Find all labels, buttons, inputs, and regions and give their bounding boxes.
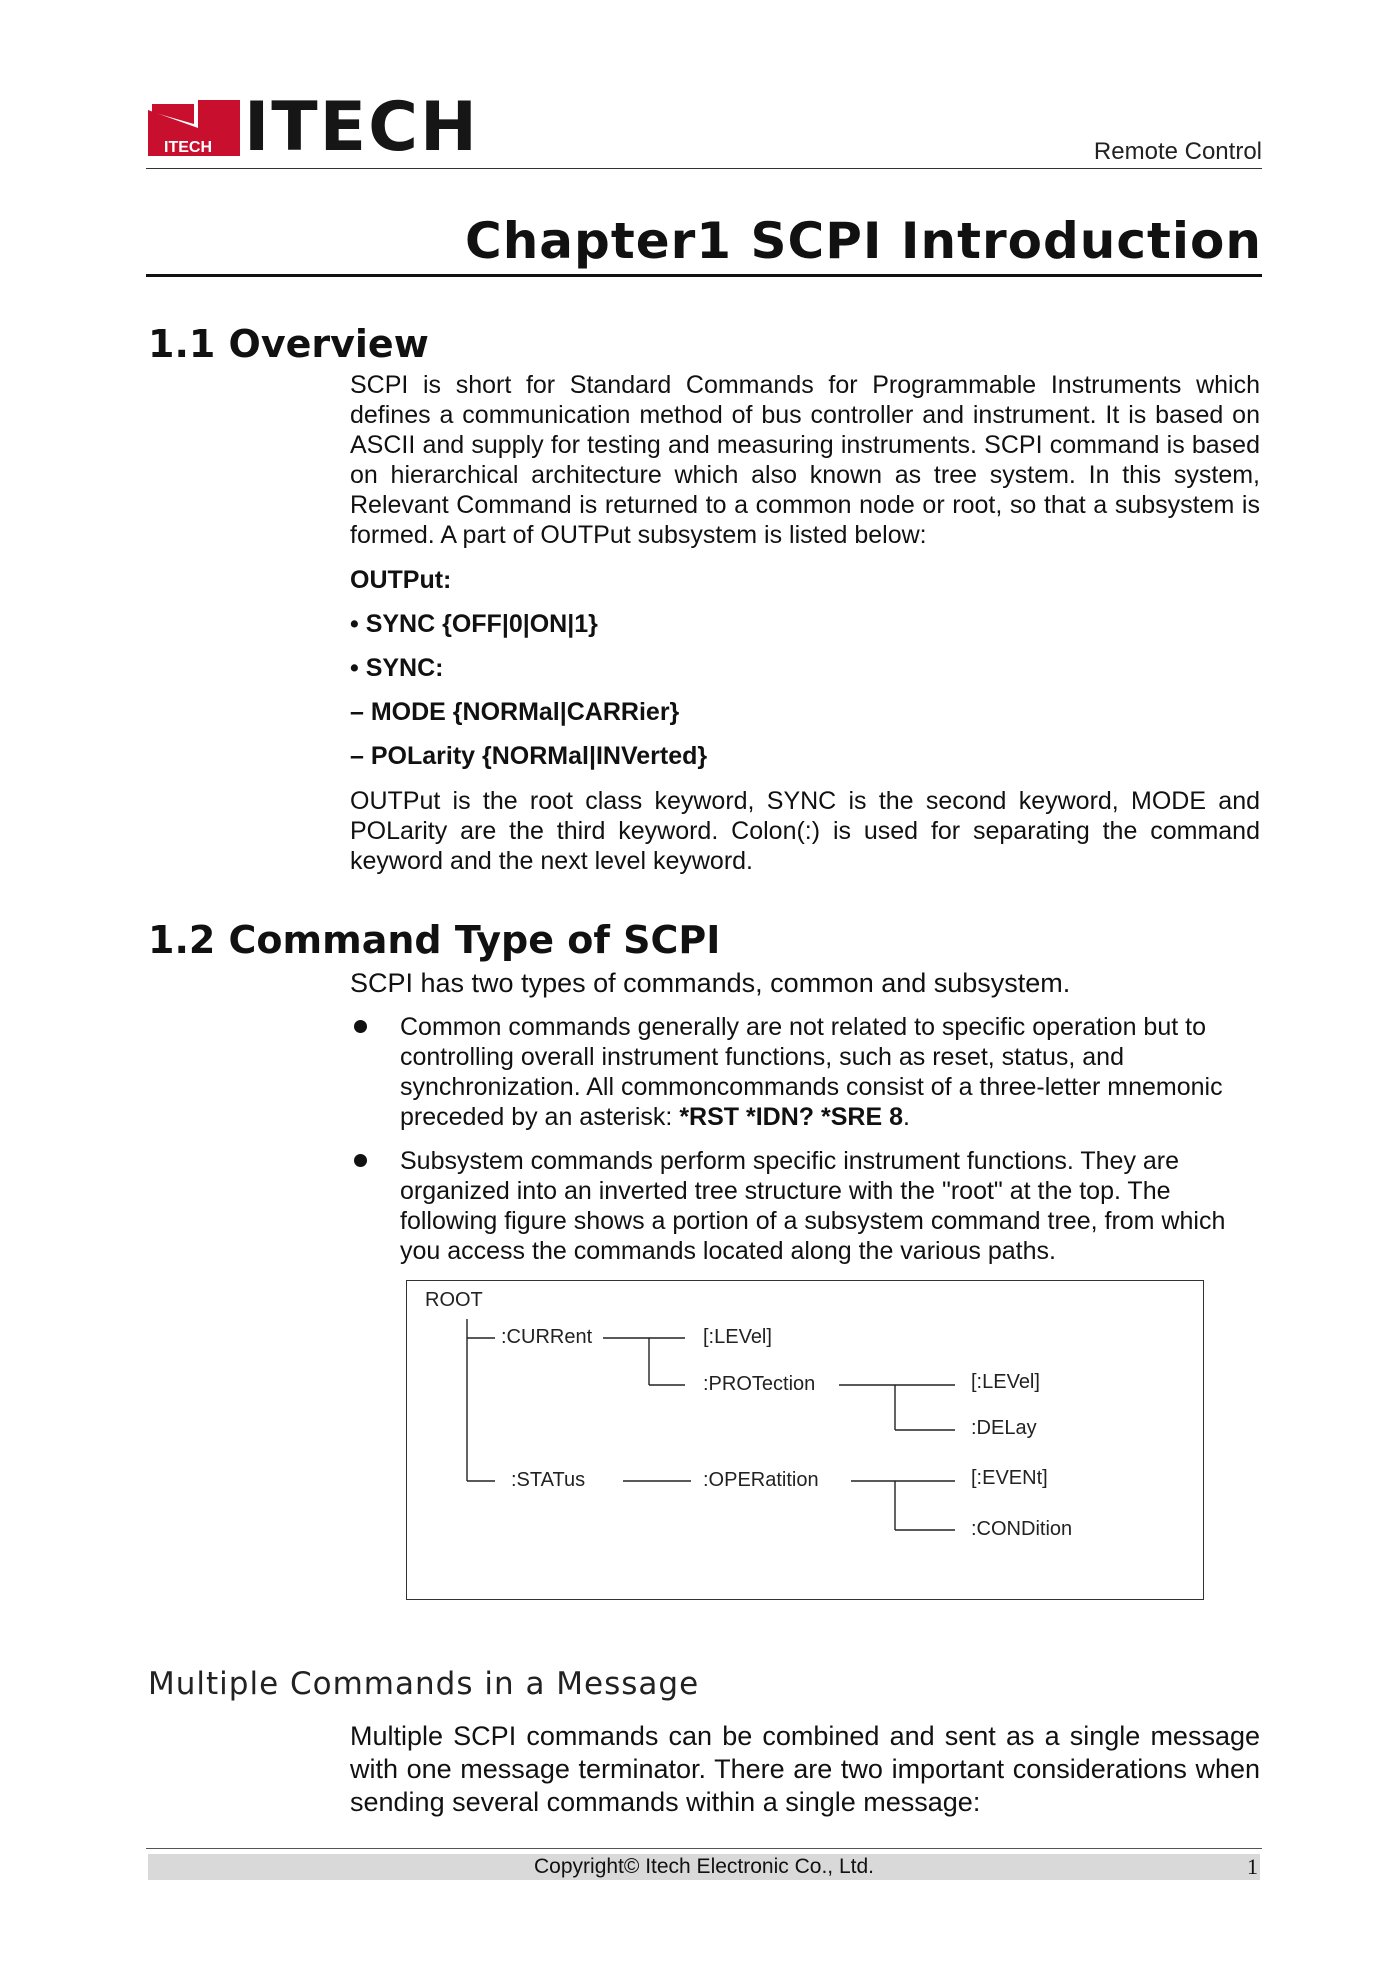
page-number: 1 — [1247, 1854, 1258, 1879]
bullet-subsystem-commands — [350, 1146, 1260, 1266]
overview-paragraph-2: OUTPut is the root class keyword, SYNC is the second keyword, MODE and POLarity are the third keyword. Colon(:) is used for separating the command keyword and the next level keyword. — [350, 787, 1260, 875]
tree-node-condition: :CONDition — [971, 1518, 1073, 1540]
command-line: – POLarity {NORMal|INVerted} — [350, 742, 708, 770]
tree-node-operation: :OPERatition — [703, 1469, 819, 1491]
header-section-title: Remote Control — [1093, 138, 1262, 165]
tree-node-delay: :DELay — [971, 1417, 1037, 1439]
bullet-subsystem-text: Subsystem commands perform specific instrument functions. They are organized into an inverted tree structure with the "root" at the top. The following figure shows a portion of a subsystem command tree, from which you access the commands located along the various paths. — [400, 1147, 1226, 1265]
bullet-common-commands — [350, 1012, 1260, 1132]
tree-node-protection: :PROTection — [703, 1373, 816, 1395]
command-line: • SYNC: — [350, 654, 444, 682]
multiple-commands-heading: Multiple Commands in a Message — [148, 1666, 700, 1702]
command-type-intro: SCPI has two types of commands, common and subsystem. — [350, 968, 1071, 998]
tree-node-status: :STATus — [511, 1469, 586, 1491]
bullet-common-end: . — [903, 1103, 910, 1131]
common-command-examples: *RST *IDN? *SRE 8 — [679, 1103, 903, 1131]
bullet-common-text: Common commands generally are not related to specific operation but to controlling overall instrument functions, such as reset, status, and synchronization. All commoncommands consist of a three-letter mnemonic preceded by an asterisk: — [400, 1013, 1223, 1131]
overview-paragraph-1: SCPI is short for Standard Commands for Programmable Instruments which defines a communication method of bus controller and instrument. It is based on ASCII and supply for testing and measuring instruments. SCPI command is based on hierarchical architecture which also known as tree system. In this system, Relevant Command is returned to a common node or root, so that a subsystem is formed. A part of OUTPut subsystem is listed below: — [350, 371, 1260, 549]
footer-divider — [146, 1848, 1262, 1849]
chapter-title: Chapter1 SCPI Introduction — [465, 212, 1262, 270]
overview-heading: 1.1 Overview — [148, 322, 429, 366]
itech-logo — [148, 88, 479, 167]
tree-node-event: [:EVENt] — [971, 1467, 1048, 1489]
logo-badge-text: ITECH — [164, 139, 212, 156]
tree-node-level: [:LEVel] — [703, 1326, 772, 1348]
command-line: • SYNC {OFF|0|ON|1} — [350, 610, 598, 638]
logo-wordmark: ITECH — [244, 88, 479, 167]
chapter-divider — [146, 274, 1262, 277]
footer-bar — [148, 1854, 1260, 1880]
command-tree-figure — [406, 1280, 1204, 1600]
itech-logo-mark — [148, 100, 240, 156]
tree-node-root: ROOT — [425, 1289, 483, 1311]
tree-node-protection-level: [:LEVel] — [971, 1371, 1040, 1393]
bullet-icon — [354, 1154, 367, 1167]
header-divider — [146, 168, 1262, 169]
bullet-icon — [354, 1020, 367, 1033]
multiple-commands-paragraph: Multiple SCPI commands can be combined and sent as a single message with one message terminator. There are two important considerations when sending several commands within a single message: — [350, 1721, 1260, 1817]
command-line: OUTPut: — [350, 566, 452, 594]
footer-copyright: Copyright© Itech Electronic Co., Ltd. — [534, 1855, 874, 1878]
command-line: – MODE {NORMal|CARRier} — [350, 698, 680, 726]
bullet-text — [400, 1012, 1260, 1132]
tree-node-current: :CURRent — [501, 1326, 593, 1348]
command-type-heading: 1.2 Command Type of SCPI — [148, 918, 721, 962]
